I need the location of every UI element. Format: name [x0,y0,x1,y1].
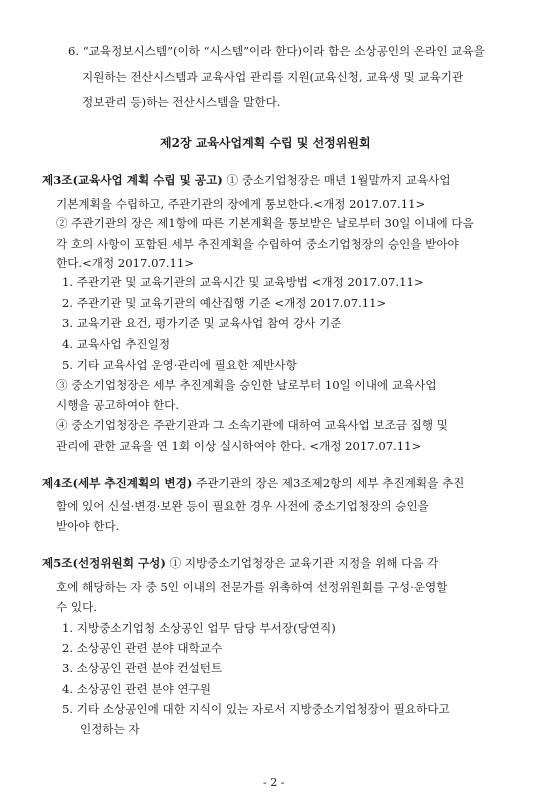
article-3-para-3-line-2: 시행을 공고하여야 한다. [56,398,180,412]
article-3-para-4-line-1: ④ 중소기업청장은 주관기관과 그 소속기관에 대하여 교육사업 보조금 집행 및 [56,418,448,432]
article-4-heading: 제4조(세부 추진계획의 변경) [42,476,193,490]
article-4-line-2: 함에 있어 신설·변경·보완 등이 필요한 경우 사전에 중소기업청장의 승인을 [56,499,429,513]
article-4-text-start: 주관기관의 장은 제3조제2항의 세부 추진계획을 추진 [196,476,465,490]
article-3-line-1 [42,173,451,187]
article-5-line-3: 수 있다. [56,600,97,614]
article-5-text-start: ① 지방중소기업청장은 교육기관 지정을 위해 다음 각 [169,556,439,570]
article-3-para-1-line-2: 기본계획을 수립하고, 주관기관의 장에게 통보한다.<개정 2017.07.11> [56,197,426,211]
article-5-item-5: 5. 기타 소상공인에 대한 지식이 있는 자로서 지방중소기업청장이 필요하다고 [62,702,450,716]
article-3-para-2-line-2: 각 호의 사항이 포함된 세부 추진계획을 수립하여 중소기업청장의 승인을 받아야 [56,237,459,251]
article-5-item-5-continued: 인정하는 자 [80,722,140,736]
article-5-item-1: 1. 지방중소기업청 소상공인 업무 담당 부서장(당연직) [62,621,336,635]
article-3-para-1-start: ① 중소기업청장은 매년 1월말까지 교육사업 [226,173,451,187]
article-5-line-2: 호에 해당하는 자 중 5인 이내의 전문가를 위촉하여 선정위원회를 구성·운영할 [56,580,448,594]
chapter-title: 제2장 교육사업계획 수립 및 선정위원회 [160,136,371,150]
item-6-line-1: 6. “교육정보시스템”(이하 “시스템”이라 한다)이라 함은 소상공인의 온라인 교육을 [68,44,485,58]
article-5-item-4: 4. 소상공인 관련 분야 연구원 [62,682,211,696]
article-3-item-2: 2. 주관기관 및 교육기관의 예산집행 기준 <개정 2017.07.11> [62,296,387,310]
article-3-para-4-line-2: 관리에 관한 교육을 연 1회 이상 실시하여야 한다. <개정 2017.07.11> [56,439,422,453]
article-3-para-2-line-3: 한다.<개정 2017.07.11> [56,256,194,270]
article-3-heading: 제3조(교육사업 계획 수립 및 공고) [42,173,223,187]
page-number: - 2 - [263,776,285,789]
item-6-line-2: 지원하는 전산시스템과 교육사업 관리를 지원(교육신청, 교육생 및 교육기관 [82,70,464,84]
article-3-item-3: 3. 교육기관 요건, 평가기준 및 교육사업 참여 강사 기준 [62,316,342,330]
article-3-item-4: 4. 교육사업 추진일정 [62,337,171,351]
item-6-line-3: 정보관리 등)하는 전산시스템을 말한다. [82,95,281,109]
article-3-item-5: 5. 기타 교육사업 운영·관리에 필요한 제반사항 [62,358,297,372]
article-3-para-2-line-1: ② 주관기관의 장은 제1항에 따른 기본계획을 통보받은 날로부터 30일 이내에 다음 [56,216,474,230]
article-5-item-2: 2. 소상공인 관련 분야 대학교수 [62,641,223,655]
article-3-item-1: 1. 주관기관 및 교육기관의 교육시간 및 교육방법 <개정 2017.07.11> [62,275,424,289]
article-4-line-3: 받아야 한다. [56,519,120,533]
article-4-line-1 [42,476,464,490]
article-5-item-3: 3. 소상공인 관련 분야 컨설턴트 [62,661,223,675]
article-5-line-1 [42,556,438,570]
article-3-para-3-line-1: ③ 중소기업청장은 세부 추진계획을 승인한 날로부터 10일 이내에 교육사업 [56,378,437,392]
article-5-heading: 제5조(선정위원회 구성) [42,556,166,570]
